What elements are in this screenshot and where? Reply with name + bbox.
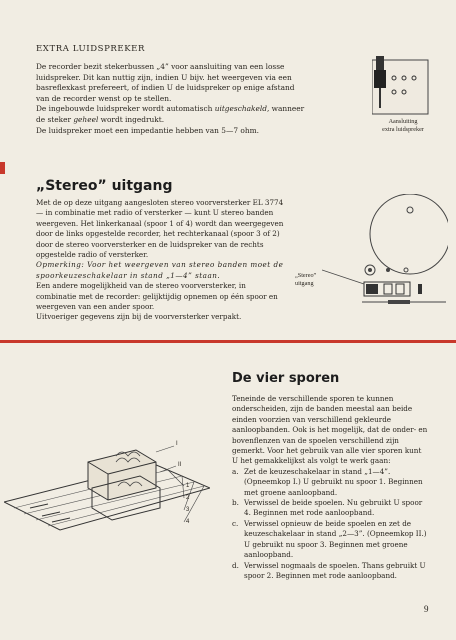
section-title-extra-speaker: EXTRA LUIDSPREKER (36, 44, 145, 54)
speaker-connector-illustration (372, 52, 432, 116)
panel-slot (388, 300, 410, 304)
list-item (232, 519, 428, 561)
page-number: 9 (424, 604, 429, 614)
section-divider (0, 340, 456, 343)
label-leader (168, 470, 184, 486)
text-run: De ingebouwde luidspreker wordt automatisch (36, 104, 215, 114)
edge-marker (0, 162, 5, 174)
list-marker: d. (232, 560, 239, 570)
list-text: Zet de keuzeschakelaar in stand „1—4”. (Opneemkop I.) U gebruikt nu spoor 1. Beginnen met groene aanloopband. (244, 466, 423, 497)
list-marker: c. (232, 518, 239, 528)
socket-cell (384, 284, 392, 294)
knob-center (368, 268, 372, 272)
arrow (52, 518, 70, 522)
list-item (232, 467, 428, 498)
plug-top (376, 56, 384, 70)
list-item (232, 561, 428, 582)
section-title-four-tracks: De vier sporen (232, 371, 340, 386)
tracks-text (232, 394, 428, 581)
list-text: Verwissel de beide spoelen. Nu gebruikt U spoor 4. Beginnen met rode aanloopband. (244, 498, 423, 518)
plug-body (374, 70, 386, 88)
reel-outline (370, 194, 448, 274)
text-run-italic: geheel (73, 114, 99, 124)
arrow (42, 512, 60, 516)
tape-head-diagram (4, 426, 210, 544)
label-leader (184, 486, 204, 522)
socket-cell (396, 284, 404, 294)
label-leader (182, 476, 184, 498)
arrow (30, 504, 48, 508)
diagram-label-head-I: I (176, 441, 178, 447)
extra-speaker-paragraph-2 (36, 104, 306, 125)
list-text: Verwissel nogmaals de spoelen. Thans gebruikt U spoor 2. Beginnen met rode aanloopband. (244, 560, 426, 580)
section-title-stereo: „Stereo” uitgang (36, 178, 173, 194)
stereo-text (36, 198, 288, 323)
text-run-italic: uitgeschakeld (214, 104, 267, 114)
speaker-caption (368, 118, 438, 133)
diagram-label-head-II: II (178, 462, 182, 468)
stereo-output-caption (295, 272, 316, 287)
head-I (88, 450, 156, 500)
diagram-label-track: 3 (186, 507, 190, 513)
extra-speaker-text (36, 62, 306, 136)
tracks-intro: Teneinde de verschillende sporen te kunnen onderscheiden, zijn de banden meestal aan beide einden voorzien van verschillend gekleurde aanloopbanden. Ook is het mogelijk, dat de onder- en bovenflenzen van de spoelen verschillend zijn gemerkt. Voor het gebruik van alle vier sporen kunt U het gemakkelijkst als volgt te werk gaan: (232, 394, 428, 466)
diagram-label-track: 1 (186, 483, 190, 489)
extra-speaker-paragraph-3: De luidspreker moet een impedantie hebben van 5—7 ohm. (36, 125, 259, 135)
socket-cell (366, 284, 378, 294)
text-run: , wanneer de steker (36, 104, 305, 124)
list-item (232, 498, 428, 519)
socket-pin (418, 284, 422, 294)
text-run: wordt ingedrukt. (98, 114, 165, 124)
caption-leader (322, 270, 364, 284)
caption-line: Aansluiting (388, 118, 418, 125)
caption-line: extra luidspreker (382, 125, 424, 133)
list-text: Verwissel opnieuw de beide spoelen en zet de keuzeschakelaar in stand „2—3”. (Opneemkop II.) U gebruikt nu spoor 3. Beginnen met groene aanloopband. (244, 518, 427, 560)
list-marker: a. (232, 466, 239, 476)
socket-hole (386, 268, 390, 272)
stereo-paragraph-2: Een andere mogelijkheid van de stereo voorversterker, in combinatie met de recorder: gelijktijdig opnemen op één spoor en weergeven van een ander spoor. (36, 281, 278, 312)
stereo-paragraph-3: Uitvoeriger gegevens zijn bij de voorversterker verpakt. (36, 312, 242, 322)
reel-spindle (407, 207, 413, 213)
diagram-label-track: 2 (186, 495, 190, 501)
caption-line: uitgang (295, 279, 314, 287)
label-leader (160, 466, 176, 472)
diagram-label-track: 4 (186, 519, 190, 525)
socket-hole (404, 268, 408, 272)
stereo-note: Opmerking: Voor het weergeven van stereo banden moet de spoorkeuzeschakelaar in stand „1—4” staan. (36, 260, 284, 280)
label-leader (156, 446, 174, 452)
list-marker: b. (232, 498, 239, 508)
caption-line: „Stereo” (295, 272, 317, 279)
stereo-paragraph-1: Met de op deze uitgang aangesloten stereo voorversterker EL 3774 — in combinatie met radio of versterker — kunt U stereo banden weergeven. Het linkerkanaal (spoor 1 of 4) wordt dan weergegeven door de links opgestelde recorder, het rechterkanaal (spoor 3 of 2) door de stereo voorversterker en de luidspreker van de rechts opgestelde radio of versterker. (36, 198, 284, 260)
extra-speaker-paragraph-1: De recorder bezit stekerbussen „4” voor aansluiting van een losse luidspreker. Dit kan nuttig zijn, indien U bijv. het weergeven via een basreflexkast prefereert, of indien U de luidspreker op enige afstand van de recorder wenst op te stellen. (36, 62, 295, 103)
recorder-panel-illustration (322, 194, 448, 316)
